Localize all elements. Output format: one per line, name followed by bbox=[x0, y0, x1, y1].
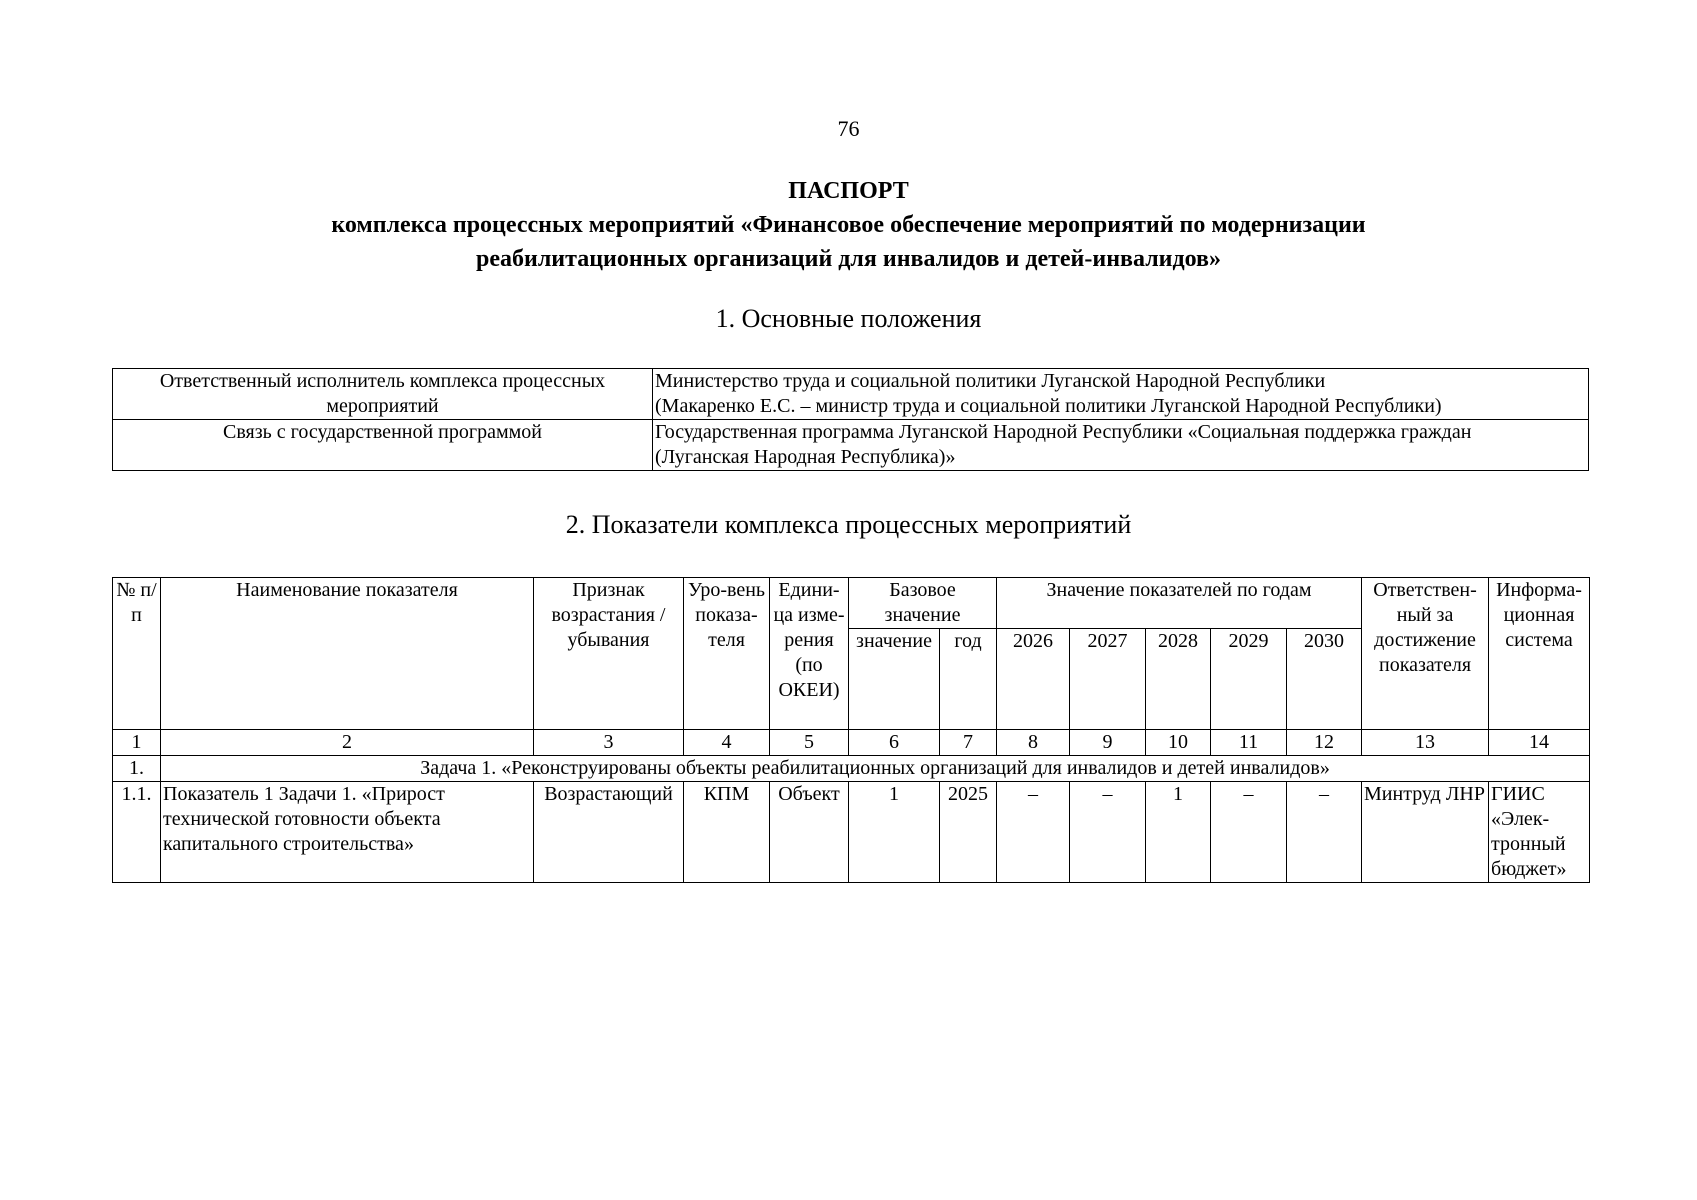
column-number: 9 bbox=[1070, 730, 1146, 756]
indicator-base-value: 1 bbox=[849, 782, 940, 883]
header-system: Информа-ционная система bbox=[1489, 578, 1590, 730]
header-name: Наименование показателя bbox=[161, 578, 534, 730]
table-row bbox=[113, 782, 1590, 883]
title-line-2: комплекса процессных мероприятий «Финансовое обеспечение мероприятий по модернизации bbox=[331, 212, 1366, 238]
row-value-line: Министерство труда и социальной политики Луганской Народной Республики bbox=[655, 370, 1326, 392]
task-number: 1. bbox=[113, 756, 161, 782]
indicator-base-year: 2025 bbox=[940, 782, 997, 883]
page-number: 76 bbox=[837, 116, 860, 141]
row-value-line: Государственная программа Луганской Народной Республики «Социальная поддержка граждан bbox=[655, 421, 1472, 443]
row-value-line: (Макаренко Е.С. – министр труда и социальной политики Луганской Народной Республики) bbox=[655, 395, 1442, 417]
header-year: 2026 bbox=[997, 629, 1070, 730]
header-year: 2027 bbox=[1070, 629, 1146, 730]
table-row bbox=[113, 369, 1589, 420]
indicator-number: 1.1. bbox=[113, 782, 161, 883]
column-number: 6 bbox=[849, 730, 940, 756]
column-number: 1 bbox=[113, 730, 161, 756]
title-line-3: реабилитационных организаций для инвалидов и детей-инвалидов» bbox=[475, 246, 1221, 272]
table-row bbox=[113, 420, 1589, 471]
header-base-year: год bbox=[940, 629, 997, 730]
row-value bbox=[653, 369, 1589, 420]
indicator-sign: Возрастающий bbox=[534, 782, 684, 883]
header-unit: Едини-ца изме-рения (по ОКЕИ) bbox=[770, 578, 849, 730]
header-years-group: Значение показателей по годам bbox=[997, 578, 1362, 629]
task-text: Задача 1. «Реконструированы объекты реабилитационных организаций для инвалидов и детей инвалидов» bbox=[161, 756, 1590, 782]
header-year: 2029 bbox=[1211, 629, 1287, 730]
row-label: Связь с государственной программой bbox=[113, 420, 653, 471]
title-line-1: ПАСПОРТ bbox=[788, 178, 909, 204]
indicator-level: КПМ bbox=[684, 782, 770, 883]
header-sign: Признак возрастания / убывания bbox=[534, 578, 684, 730]
column-number: 2 bbox=[161, 730, 534, 756]
header-num: № п/п bbox=[113, 578, 161, 730]
document-title bbox=[0, 174, 1697, 276]
column-number: 14 bbox=[1489, 730, 1590, 756]
column-number: 3 bbox=[534, 730, 684, 756]
column-number: 12 bbox=[1287, 730, 1362, 756]
section-2-heading: 2. Показатели комплекса процессных мероприятий bbox=[565, 510, 1132, 539]
basics-table bbox=[112, 368, 1589, 471]
task-row bbox=[113, 756, 1590, 782]
indicator-responsible: Минтруд ЛНР bbox=[1362, 782, 1489, 883]
indicator-system: ГИИС «Элек-тронный бюджет» bbox=[1489, 782, 1590, 883]
header-year: 2028 bbox=[1146, 629, 1211, 730]
header-row bbox=[113, 578, 1590, 629]
header-base: Базовое значение bbox=[849, 578, 997, 629]
header-year: 2030 bbox=[1287, 629, 1362, 730]
indicator-2026: – bbox=[997, 782, 1070, 883]
column-number: 8 bbox=[997, 730, 1070, 756]
indicator-2027: – bbox=[1070, 782, 1146, 883]
indicator-name: Показатель 1 Задачи 1. «Прирост технической готовности объекта капитального строительства» bbox=[161, 782, 534, 883]
column-number: 4 bbox=[684, 730, 770, 756]
header-base-value: значение bbox=[849, 629, 940, 730]
row-label: Ответственный исполнитель комплекса процессных мероприятий bbox=[113, 369, 653, 420]
column-number: 5 bbox=[770, 730, 849, 756]
section-1-heading: 1. Основные положения bbox=[715, 304, 982, 333]
header-responsible: Ответствен-ный за достижение показателя bbox=[1362, 578, 1489, 730]
column-number: 11 bbox=[1211, 730, 1287, 756]
indicators-table bbox=[112, 577, 1590, 883]
header-level: Уро-вень показа-теля bbox=[684, 578, 770, 730]
column-number: 7 bbox=[940, 730, 997, 756]
indicator-2030: – bbox=[1287, 782, 1362, 883]
column-number-row bbox=[113, 730, 1590, 756]
indicator-2028: 1 bbox=[1146, 782, 1211, 883]
row-value-line: (Луганская Народная Республика)» bbox=[655, 446, 956, 468]
column-number: 10 bbox=[1146, 730, 1211, 756]
indicator-2029: – bbox=[1211, 782, 1287, 883]
row-value bbox=[653, 420, 1589, 471]
column-number: 13 bbox=[1362, 730, 1489, 756]
indicator-unit: Объект bbox=[770, 782, 849, 883]
